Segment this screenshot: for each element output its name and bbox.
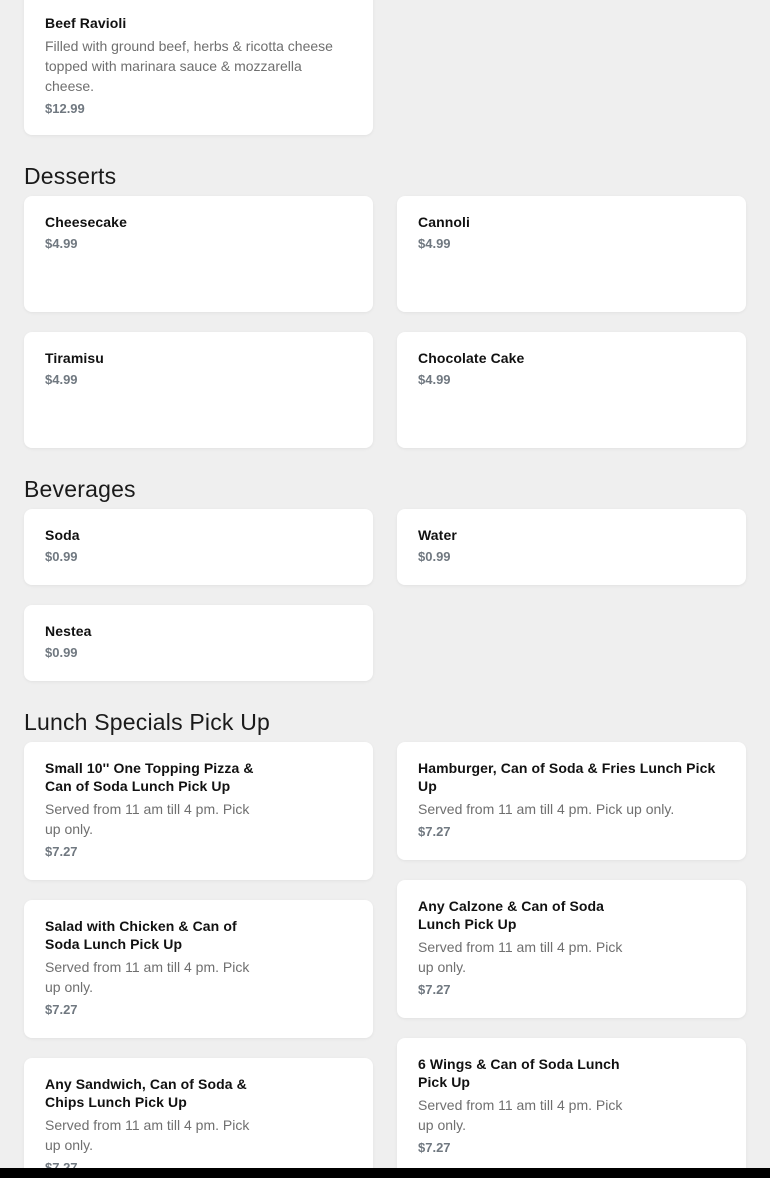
item-description: Served from 11 am till 4 pm. Pick up only.	[45, 959, 250, 995]
item-description: Served from 11 am till 4 pm. Pick up only.	[45, 801, 250, 837]
item-price: $7.27	[418, 982, 451, 997]
item-name: Tiramisu	[45, 350, 104, 366]
menu-item-card[interactable]	[24, 742, 373, 880]
item-description: Served from 11 am till 4 pm. Pick up only.	[418, 939, 623, 975]
item-name: Cannoli	[418, 214, 471, 230]
item-price: $4.99	[418, 236, 451, 251]
item-name: Salad with Chicken & Can of Soda Lunch Pick Up	[45, 918, 237, 952]
item-price: $7.27	[418, 1140, 451, 1155]
item-name: Any Calzone & Can of Soda Lunch Pick Up	[418, 898, 605, 932]
item-description: Served from 11 am till 4 pm. Pick up only.	[418, 801, 675, 817]
item-price: $4.99	[45, 372, 78, 387]
item-description: Served from 11 am till 4 pm. Pick up only.	[45, 1117, 250, 1153]
item-name: Hamburger, Can of Soda & Fries Lunch Pick Up	[418, 760, 716, 794]
item-price: $4.99	[418, 372, 451, 387]
item-name: Any Sandwich, Can of Soda & Chips Lunch Pick Up	[45, 1076, 247, 1110]
menu-item-card[interactable]	[397, 1038, 746, 1176]
menu-item-card[interactable]	[24, 196, 373, 312]
item-price: $4.99	[45, 236, 78, 251]
menu-item-card[interactable]	[24, 605, 373, 681]
item-price: $0.99	[45, 549, 78, 564]
item-name: Chocolate Cake	[418, 350, 525, 366]
item-name: Soda	[45, 527, 80, 543]
section-title-lunch-specials: Lunch Specials Pick Up	[24, 709, 271, 735]
menu-item-card[interactable]	[397, 509, 746, 585]
item-name: Cheesecake	[45, 214, 127, 230]
item-price: $7.27	[45, 844, 78, 859]
item-description: Served from 11 am till 4 pm. Pick up only.	[418, 1097, 623, 1133]
item-price: $0.99	[45, 645, 78, 660]
menu-item-card[interactable]	[24, 0, 373, 135]
item-price: $7.27	[45, 1002, 78, 1017]
section-title-desserts: Desserts	[24, 163, 117, 189]
item-price: $12.99	[45, 101, 85, 116]
item-name: Small 10'' One Topping Pizza & Can of Soda Lunch Pick Up	[45, 760, 254, 794]
menu-item-card[interactable]	[397, 880, 746, 1018]
item-name: Beef Ravioli	[45, 15, 127, 31]
item-name: Nestea	[45, 623, 92, 639]
item-price: $7.27	[418, 824, 451, 839]
item-name: 6 Wings & Can of Soda Lunch Pick Up	[418, 1056, 620, 1090]
section-title-beverages: Beverages	[24, 476, 136, 502]
menu-item-card[interactable]	[24, 332, 373, 448]
menu-item-card[interactable]	[24, 509, 373, 585]
menu-item-card[interactable]	[397, 742, 746, 860]
menu-item-card[interactable]	[397, 196, 746, 312]
menu-item-card[interactable]	[24, 1058, 373, 1178]
bottom-bar	[0, 1168, 770, 1178]
menu-item-card[interactable]	[397, 332, 746, 448]
menu-item-card[interactable]	[24, 900, 373, 1038]
item-description: Filled with ground beef, herbs & ricotta cheese topped with marinara sauce & mozzarella cheese.	[45, 38, 333, 94]
item-name: Water	[418, 527, 457, 543]
item-price: $0.99	[418, 549, 451, 564]
